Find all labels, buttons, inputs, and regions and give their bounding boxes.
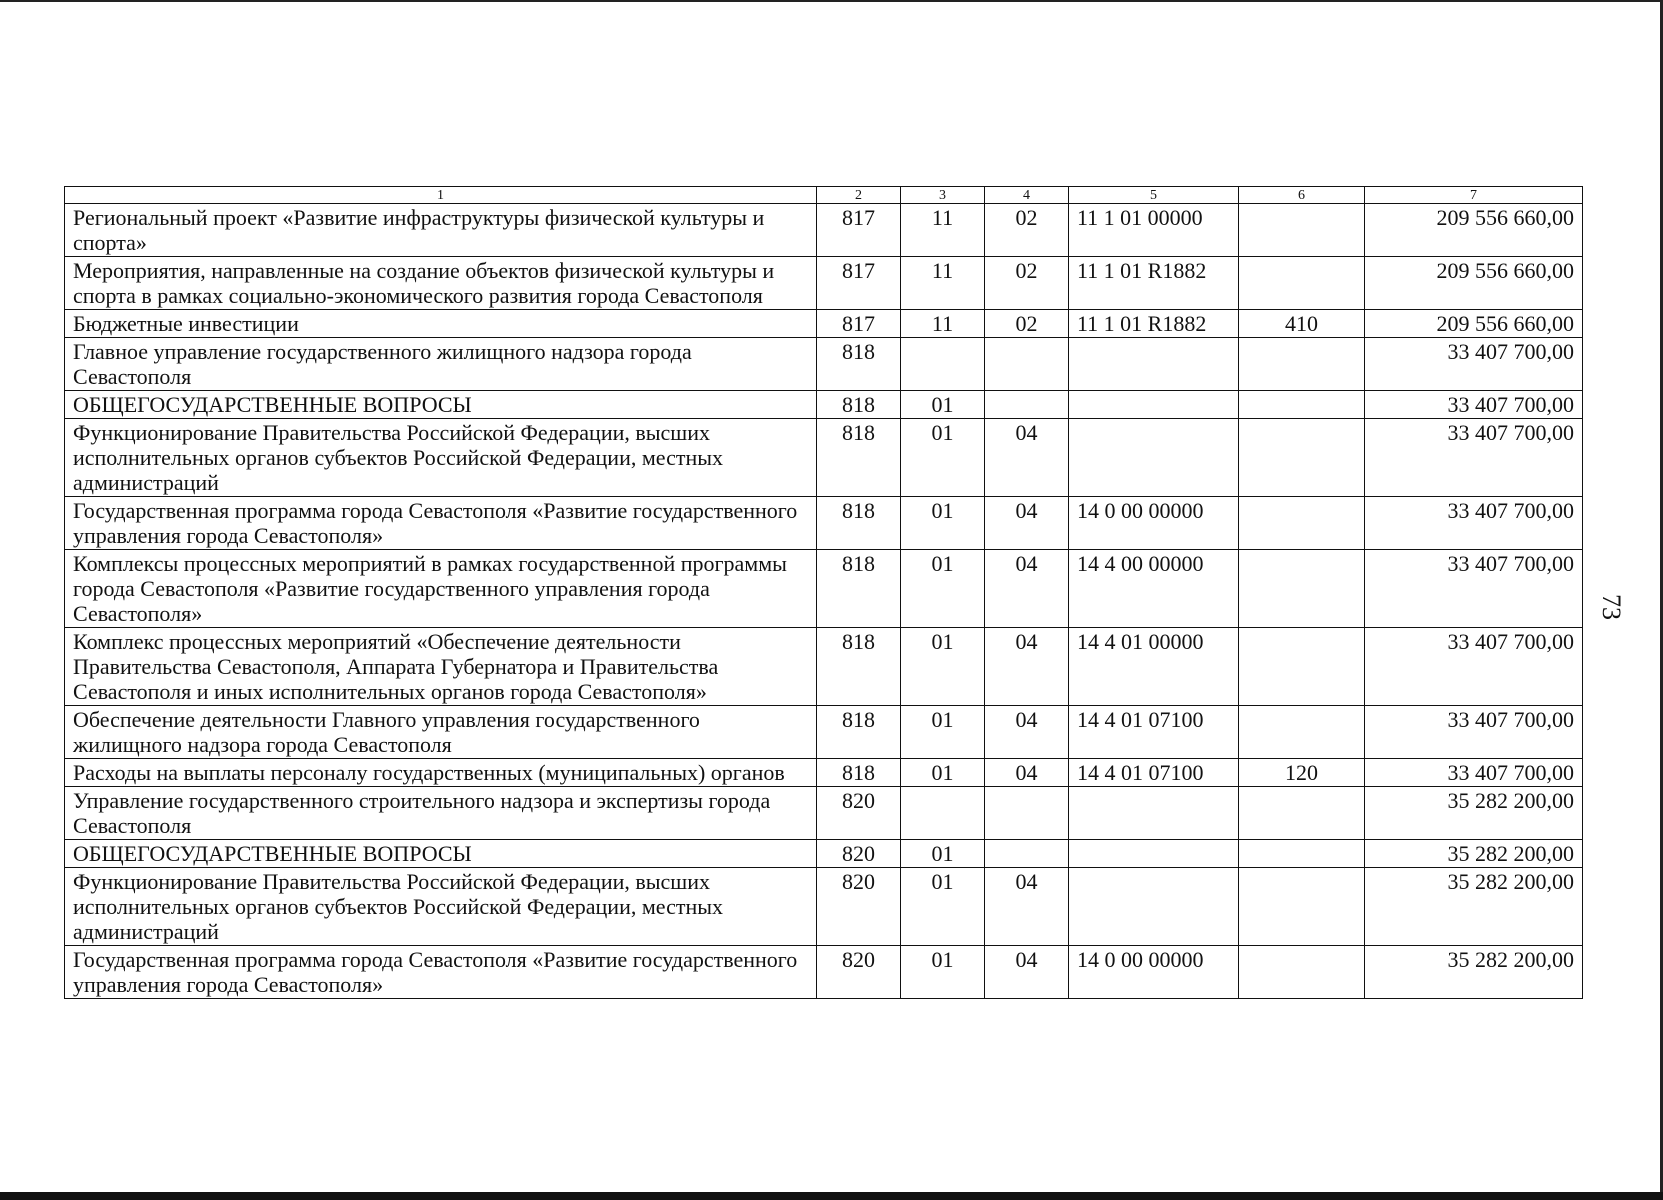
row-subsection-cell [985, 338, 1069, 391]
row-name-cell: ОБЩЕГОСУДАРСТВЕННЫЕ ВОПРОСЫ [65, 840, 817, 868]
row-amount-cell: 35 282 200,00 [1365, 787, 1583, 840]
row-ved-cell: 817 [817, 257, 901, 310]
row-name-cell: Главное управление государственного жилищного надзора города Севастополя [65, 338, 817, 391]
row-expense-type-cell: 410 [1239, 310, 1365, 338]
row-section-cell: 01 [901, 946, 985, 999]
row-expense-type-cell [1239, 419, 1365, 497]
row-section-cell: 01 [901, 759, 985, 787]
row-amount-cell: 33 407 700,00 [1365, 419, 1583, 497]
row-target-article-cell [1069, 419, 1239, 497]
row-expense-type-cell [1239, 868, 1365, 946]
row-subsection-cell: 02 [985, 257, 1069, 310]
row-ved-cell: 818 [817, 628, 901, 706]
row-target-article-cell: 11 1 01 00000 [1069, 204, 1239, 257]
row-target-article-cell [1069, 391, 1239, 419]
row-name-cell: Бюджетные инвестиции [65, 310, 817, 338]
row-expense-type-cell [1239, 391, 1365, 419]
row-section-cell: 01 [901, 550, 985, 628]
row-section-cell: 11 [901, 310, 985, 338]
row-ved-cell: 820 [817, 840, 901, 868]
row-section-cell: 01 [901, 497, 985, 550]
row-subsection-cell: 04 [985, 628, 1069, 706]
row-ved-cell: 818 [817, 419, 901, 497]
row-section-cell [901, 338, 985, 391]
row-amount-cell: 35 282 200,00 [1365, 868, 1583, 946]
row-section-cell: 01 [901, 391, 985, 419]
table-body [65, 204, 1583, 999]
table-row [65, 759, 1583, 787]
table-row [65, 204, 1583, 257]
row-name-cell: Управление государственного строительного надзора и экспертизы города Севастополя [65, 787, 817, 840]
row-target-article-cell: 11 1 01 R1882 [1069, 310, 1239, 338]
row-ved-cell: 818 [817, 497, 901, 550]
header-col-2: 2 [817, 187, 901, 204]
row-expense-type-cell [1239, 840, 1365, 868]
row-section-cell: 01 [901, 840, 985, 868]
row-amount-cell: 33 407 700,00 [1365, 391, 1583, 419]
row-subsection-cell: 04 [985, 497, 1069, 550]
row-subsection-cell [985, 391, 1069, 419]
row-amount-cell: 209 556 660,00 [1365, 310, 1583, 338]
row-target-article-cell: 14 0 00 00000 [1069, 946, 1239, 999]
header-col-4: 4 [985, 187, 1069, 204]
row-target-article-cell: 14 4 01 07100 [1069, 706, 1239, 759]
row-target-article-cell: 14 4 01 00000 [1069, 628, 1239, 706]
row-name-cell: Государственная программа города Севастополя «Развитие государственного управления города Севастополя» [65, 497, 817, 550]
table-row [65, 391, 1583, 419]
row-subsection-cell: 04 [985, 419, 1069, 497]
table-row [65, 550, 1583, 628]
row-ved-cell: 818 [817, 338, 901, 391]
row-expense-type-cell [1239, 338, 1365, 391]
row-section-cell: 01 [901, 628, 985, 706]
table-row [65, 419, 1583, 497]
page-number: 73 [1597, 594, 1626, 620]
row-name-cell: Региональный проект «Развитие инфраструктуры физической культуры и спорта» [65, 204, 817, 257]
row-ved-cell: 820 [817, 787, 901, 840]
row-target-article-cell: 14 0 00 00000 [1069, 497, 1239, 550]
header-col-5: 5 [1069, 187, 1239, 204]
table-row [65, 338, 1583, 391]
table-row [65, 840, 1583, 868]
row-subsection-cell [985, 787, 1069, 840]
row-ved-cell: 820 [817, 868, 901, 946]
row-target-article-cell [1069, 840, 1239, 868]
header-col-7: 7 [1365, 187, 1583, 204]
row-section-cell [901, 787, 985, 840]
row-name-cell: Расходы на выплаты персоналу государственных (муниципальных) органов [65, 759, 817, 787]
row-subsection-cell: 02 [985, 310, 1069, 338]
table-row [65, 868, 1583, 946]
row-expense-type-cell [1239, 204, 1365, 257]
table-row [65, 946, 1583, 999]
row-subsection-cell [985, 840, 1069, 868]
row-ved-cell: 818 [817, 550, 901, 628]
header-col-1: 1 [65, 187, 817, 204]
row-ved-cell: 818 [817, 706, 901, 759]
row-subsection-cell: 04 [985, 868, 1069, 946]
row-section-cell: 01 [901, 868, 985, 946]
row-name-cell: Обеспечение деятельности Главного управления государственного жилищного надзора города Севастополя [65, 706, 817, 759]
row-expense-type-cell: 120 [1239, 759, 1365, 787]
row-ved-cell: 818 [817, 759, 901, 787]
row-amount-cell: 35 282 200,00 [1365, 946, 1583, 999]
row-expense-type-cell [1239, 706, 1365, 759]
table-row [65, 628, 1583, 706]
row-amount-cell: 33 407 700,00 [1365, 338, 1583, 391]
row-target-article-cell [1069, 787, 1239, 840]
row-target-article-cell: 14 4 00 00000 [1069, 550, 1239, 628]
row-ved-cell: 820 [817, 946, 901, 999]
row-name-cell: Мероприятия, направленные на создание объектов физической культуры и спорта в рамках социально-экономического развития города Севастополя [65, 257, 817, 310]
table-row [65, 310, 1583, 338]
row-section-cell: 01 [901, 419, 985, 497]
row-name-cell: Государственная программа города Севастополя «Развитие государственного управления города Севастополя» [65, 946, 817, 999]
row-expense-type-cell [1239, 628, 1365, 706]
row-amount-cell: 33 407 700,00 [1365, 628, 1583, 706]
row-amount-cell: 33 407 700,00 [1365, 706, 1583, 759]
row-expense-type-cell [1239, 946, 1365, 999]
row-ved-cell: 817 [817, 204, 901, 257]
header-col-3: 3 [901, 187, 985, 204]
row-amount-cell: 33 407 700,00 [1365, 550, 1583, 628]
row-amount-cell: 33 407 700,00 [1365, 759, 1583, 787]
header-col-6: 6 [1239, 187, 1365, 204]
row-section-cell: 01 [901, 706, 985, 759]
row-subsection-cell: 02 [985, 204, 1069, 257]
row-name-cell: Функционирование Правительства Российской Федерации, высших исполнительных органов субъектов Российской Федерации, местных администраций [65, 868, 817, 946]
table-row [65, 497, 1583, 550]
scan-border-bottom [0, 1192, 1663, 1200]
column-number-header-row [65, 187, 1583, 204]
row-name-cell: Функционирование Правительства Российской Федерации, высших исполнительных органов субъектов Российской Федерации, местных администраций [65, 419, 817, 497]
table-row [65, 706, 1583, 759]
row-expense-type-cell [1239, 257, 1365, 310]
row-expense-type-cell [1239, 497, 1365, 550]
scan-border-top [0, 0, 1663, 2]
row-subsection-cell: 04 [985, 759, 1069, 787]
table-row [65, 787, 1583, 840]
budget-table [64, 186, 1583, 999]
table-row [65, 257, 1583, 310]
row-amount-cell: 209 556 660,00 [1365, 204, 1583, 257]
row-target-article-cell [1069, 868, 1239, 946]
row-amount-cell: 33 407 700,00 [1365, 497, 1583, 550]
row-target-article-cell: 11 1 01 R1882 [1069, 257, 1239, 310]
row-section-cell: 11 [901, 257, 985, 310]
row-ved-cell: 817 [817, 310, 901, 338]
row-amount-cell: 35 282 200,00 [1365, 840, 1583, 868]
row-target-article-cell [1069, 338, 1239, 391]
row-name-cell: Комплексы процессных мероприятий в рамках государственной программы города Севастополя «Развитие государственного управления города Севастополя» [65, 550, 817, 628]
row-subsection-cell: 04 [985, 706, 1069, 759]
row-target-article-cell: 14 4 01 07100 [1069, 759, 1239, 787]
row-subsection-cell: 04 [985, 946, 1069, 999]
row-subsection-cell: 04 [985, 550, 1069, 628]
row-expense-type-cell [1239, 787, 1365, 840]
row-section-cell: 11 [901, 204, 985, 257]
row-ved-cell: 818 [817, 391, 901, 419]
row-amount-cell: 209 556 660,00 [1365, 257, 1583, 310]
row-expense-type-cell [1239, 550, 1365, 628]
row-name-cell: ОБЩЕГОСУДАРСТВЕННЫЕ ВОПРОСЫ [65, 391, 817, 419]
row-name-cell: Комплекс процессных мероприятий «Обеспечение деятельности Правительства Севастополя, Аппарата Губернатора и Правительства Севастополя и иных исполнительных органов города Севастополя» [65, 628, 817, 706]
